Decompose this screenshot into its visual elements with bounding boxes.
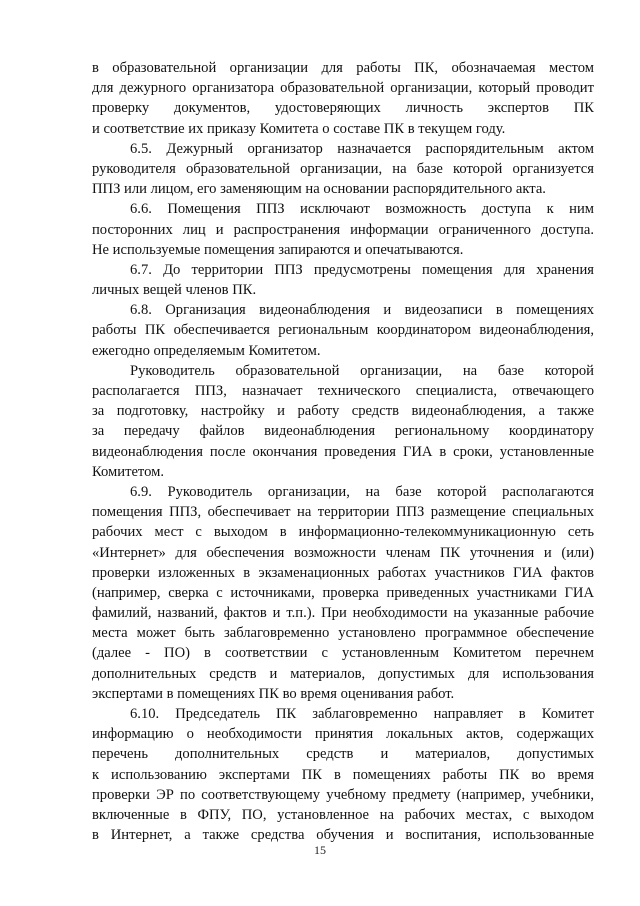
text-line: за передачу файлов видеонаблюдения региональному координатору [92, 423, 594, 440]
text-line: фамилий, названий, фактов и т.п.). При необходимости на указанные рабочие [92, 605, 594, 622]
text-line: экспертами в помещениях ПК во время оценивания работ. [92, 685, 455, 702]
text-line: дополнительных средств и материалов, допустимых для использования [92, 665, 594, 682]
page-number: 15 [314, 843, 326, 857]
text-line: работы ПК обеспечивается региональным координатором видеонаблюдения, [92, 322, 594, 339]
text-line: в образовательной организации для работы ПК, обозначаемая местом [92, 60, 594, 76]
text-line: располагается ППЗ, назначает технического специалиста, отвечающего [92, 383, 594, 399]
text-line: «Интернет» для обеспечения возможности членам ПК уточнения и (или) [92, 544, 594, 561]
text-line: (например, сверка с источниками, проверка приведенных участниками ГИА [92, 584, 594, 601]
text-line: Комитетом. [92, 463, 165, 480]
text-line: проверки ЭР по соответствующему учебному предмету (например, учебники, [92, 786, 594, 803]
text-line: в Интернет, а также средства обучения и воспитания, использованные [92, 827, 594, 844]
text-line: проверки изложенных в экзаменационных работах участников ГИА фактов [92, 564, 594, 581]
text-line: для дежурного организатора образовательной организации, который проводит [92, 80, 594, 97]
text-line: 6.10. Председатель ПК заблаговременно направляет в Комитет [130, 706, 594, 722]
text-line: (далее - ПО) в соответствии с установленным Комитетом перечнем [92, 645, 594, 662]
document-page [92, 58, 594, 845]
text-line: включенные в ФПУ, ПО, установленное на рабочих местах, с выходом [92, 806, 594, 823]
text-line: помещения ППЗ, обеспечивает на территории ППЗ размещение специальных [92, 504, 594, 521]
text-line: 6.9. Руководитель организации, на базе которой располагаются [130, 483, 594, 500]
text-line: перечень дополнительных средств и материалов, допустимых [92, 746, 594, 763]
text-line: к использованию экспертами ПК в помещениях работы ПК во время [92, 766, 594, 783]
text-line: за подготовку, настройку и работу средств видеонаблюдения, а также [92, 403, 594, 420]
text-line: ППЗ или лицом, его заменяющим на основании распорядительного акта. [92, 181, 546, 198]
text-line: 6.6. Помещения ППЗ исключают возможность доступа к ним [130, 201, 594, 218]
text-line: 6.8. Организация видеонаблюдения и видеозаписи в помещениях [130, 302, 594, 319]
text-line: 6.5. Дежурный организатор назначается распорядительным актом [130, 140, 594, 157]
text-line: руководителя образовательной организации, на базе которой организуется [92, 160, 594, 177]
text-line: информацию о необходимости принятия локальных актов, содержащих [92, 726, 594, 743]
text-line: 6.7. До территории ППЗ предусмотрены помещения для хранения [130, 261, 594, 278]
text-line: ежегодно определяемым Комитетом. [92, 342, 321, 359]
text-line: Не используемые помещения запираются и опечатываются. [92, 241, 464, 258]
text-line: личных вещей членов ПК. [92, 282, 257, 299]
text-line: и соответствие их приказу Комитета о составе ПК в текущем году. [92, 120, 506, 137]
text-line: места может быть заблаговременно установлено программное обеспечение [92, 625, 594, 642]
text-line: Руководитель образовательной организации, на базе которой [130, 362, 594, 379]
text-line: рабочих мест с выходом в информационно-телекоммуникационную сеть [92, 524, 594, 541]
text-line: проверку документов, удостоверяющих личность экспертов ПК [92, 100, 594, 117]
text-line: посторонних лиц и распространения информации ограниченного доступа. [92, 221, 594, 238]
text-line: видеонаблюдения после окончания проведения ГИА в сроки, установленные [92, 443, 594, 460]
